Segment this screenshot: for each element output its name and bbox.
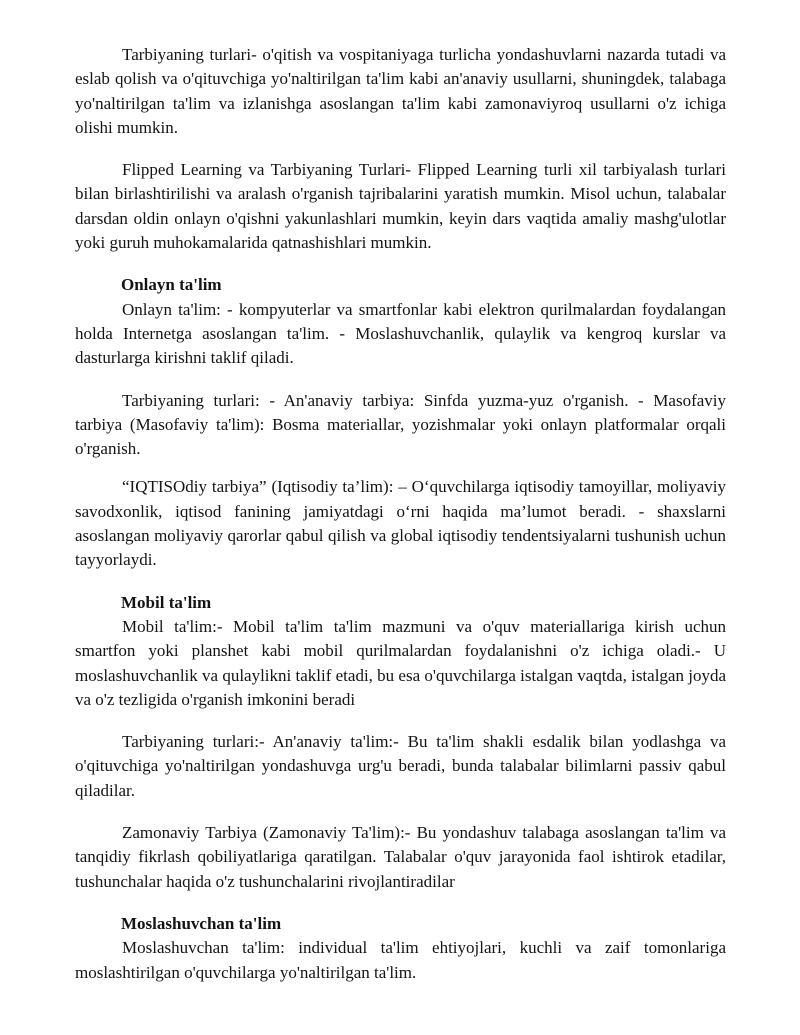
paragraph-types-intro: Tarbiyaning turlari- o'qitish va vospitaniyaga turlicha yondashuvlarni nazarda tutadi va eslab qolish va o'qituvchiga yo'naltirilgan ta'lim kabi an'anaviy usullarni, shuningdek, talabaga yo'naltirilgan ta'lim va izlanishga asoslangan ta'lim kabi zamonaviyroq usullarni o'z ichiga olishi mumkin. (75, 45, 726, 137)
heading-mobile-learning: Mobil ta'lim (121, 592, 212, 612)
paragraph-adaptive-definition: Moslashuvchan ta'lim: individual ta'lim ehtiyojlari, kuchli va zaif tomonlariga moslashtirilgan o'quvchilarga yo'naltirilgan ta'lim. (75, 938, 726, 982)
paragraph-mobile-definition: Mobil ta'lim:- Mobil ta'lim ta'lim mazmuni va o'quv materiallariga kirish uchun smartfon yoki planshet kabi mobil qurilmalardan foydalanishni o'z ichiga oladi.- U moslashuvchanlik va qulaylikni taklif etadi, bu esa o'quvchilarga istalgan vaqtda, istalgan joyda va o'z tezligida o'rganish imkonini beradi (75, 616, 726, 709)
paragraph-modern-education: Zamonaviy Tarbiya (Zamonaviy Ta'lim):- Bu yondashuv talabaga asoslangan ta'lim va tanqidiy fikrlash qobiliyatlariga qaratilgan. Talabalar o'quv jarayonida faol ishtirok etadilar, tushunchalar haqida o'z tushunchalarini rivojlantiradilar (75, 823, 726, 891)
heading-adaptive-learning: Moslashuvchan ta'lim (121, 913, 282, 933)
paragraph-online-types: Tarbiyaning turlari: - An'anaviy tarbiya: Sinfda yuzma-yuz o'rganish. - Masofaviy tarbiya (Masofaviy ta'lim): Bosma materiallar, yozishmalar yoki onlayn platformalar orqali o'rganish. (75, 390, 726, 459)
paragraph-traditional-education: Tarbiyaning turlari:- An'anaviy ta'lim:- Bu ta'lim shakli esdalik bilan yodlashga va o'qituvchiga yo'naltirilgan yondashuvga urg'u beradi, bunda talabalar bilimlarni passiv qabul qiladilar. (75, 732, 726, 800)
paragraph-flipped-learning: Flipped Learning va Tarbiyaning Turlari- Flipped Learning turli xil tarbiyalash turlari bilan birlashtirilishi va aralash o'rganish tajribalarini yaratish mumkin. Misol uchun, talabalar darsdan oldin onlayn o'qishni yakunlashlari mumkin, keyin dars vaqtida amaliy mashg'ulotlar yoki guruh muhokamalarida qatnashishlari mumkin. (75, 160, 726, 253)
heading-online-learning: Onlayn ta'lim (121, 275, 222, 295)
paragraph-economic-education: “IQTISOdiy tarbiya” (Iqtisodiy ta’lim): – O‘quvchilarga iqtisodiy tamoyillar, moliyaviy savodxonlik, iqtisod fanining jamiyatdagi o‘rni haqida ma’lumot beradi. - shaxslarni asoslangan moliyaviy qarorlar qabul qilish va global iqtisodiy tendentsiyalarni tushunish uchun tayyorlaydi. (75, 477, 726, 570)
paragraph-online-definition: Onlayn ta'lim: - kompyuterlar va smartfonlar kabi elektron qurilmalardan foydalangan holda Internetga asoslangan ta'lim. - Moslashuvchanlik, qulaylik va kengroq kurslar va dasturlarga kirishni taklif qiladi. (75, 299, 726, 368)
